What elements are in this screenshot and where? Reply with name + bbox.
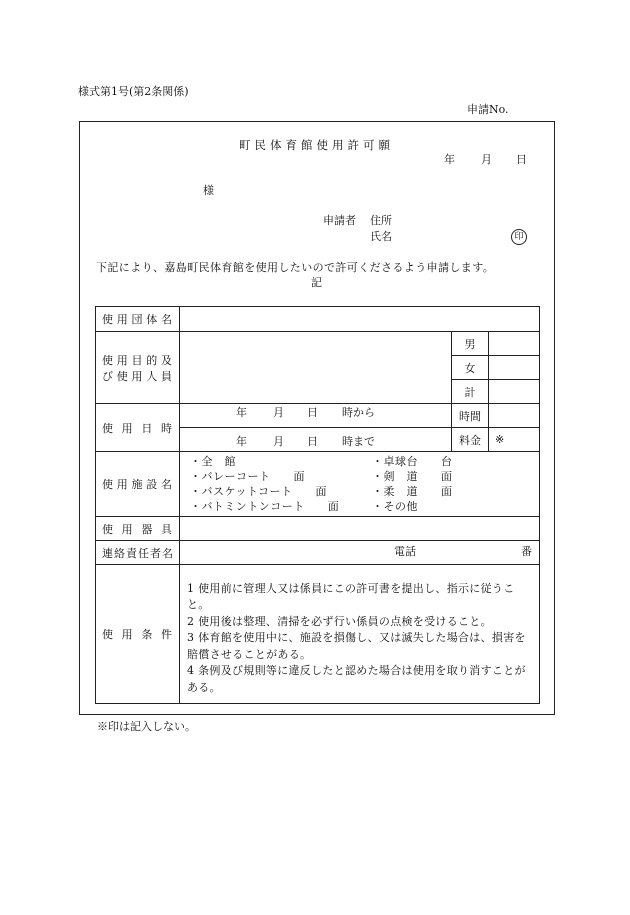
condition-item-3: [187, 630, 533, 663]
application-number-label: 申請No.: [467, 103, 509, 116]
address-label: 住所: [370, 214, 392, 227]
condition-text: 使用後は整理、清掃を必ず行い係員の点検を受けること。: [198, 614, 492, 628]
row-equipment: [96, 517, 540, 541]
conditions-label: 使用条件: [96, 565, 180, 704]
row-group-name: [96, 307, 540, 332]
form-number: 様式第1号(第2条関係): [78, 85, 189, 98]
row-conditions: [96, 565, 540, 704]
equipment-field[interactable]: [180, 517, 540, 541]
facility-option-volleyball[interactable]: ・バレーコート 面: [190, 470, 305, 483]
form-title: 町民体育館使用許可願: [239, 138, 394, 152]
condition-item-4: [187, 663, 533, 696]
condition-text: 体育館を使用中に、施設を損傷し、又は滅失した場合は、損害を賠償させることがある。: [187, 631, 526, 661]
condition-number: 1: [187, 581, 195, 595]
row-datetime-from: [96, 404, 540, 428]
to-month: 月: [273, 435, 284, 448]
facility-field: [180, 452, 540, 517]
date-day: 日: [516, 153, 527, 166]
condition-text: 条例及び規則等に違反したと認めた場合は使用を取り消すことがある。: [187, 664, 526, 694]
condition-number: 4: [187, 664, 195, 678]
name-label: 氏名: [370, 230, 392, 243]
hours-label: 時間: [452, 404, 489, 428]
purpose-label-line1: 使用目的及: [102, 353, 173, 367]
hours-field[interactable]: [489, 404, 540, 428]
facility-option-table-tennis[interactable]: ・卓球台 台: [372, 455, 453, 468]
application-table: [95, 306, 540, 704]
contact-label: 連絡責任者名: [96, 541, 180, 565]
fee-field: ※: [489, 428, 540, 452]
contact-field[interactable]: [180, 541, 540, 565]
to-year: 年: [236, 435, 247, 448]
facility-option-judo[interactable]: ・柔 道 面: [372, 485, 453, 498]
facility-option-kendo[interactable]: ・剣 道 面: [372, 470, 453, 483]
ki-heading: 記: [311, 276, 322, 289]
facility-option-whole-hall[interactable]: ・全 館: [190, 455, 236, 468]
purpose-label: [96, 332, 180, 404]
date-month: 月: [481, 153, 492, 166]
purpose-label-line2: び使用人員: [102, 369, 173, 383]
conditions-list: [180, 565, 540, 704]
facility-option-basketball[interactable]: ・バスケットコート 面: [190, 485, 328, 498]
facility-options: [180, 452, 539, 516]
from-day: 日: [307, 406, 318, 419]
from-year: 年: [236, 406, 247, 419]
male-count-field[interactable]: [489, 332, 540, 356]
datetime-label: 使用日時: [96, 404, 180, 452]
to-hour: 時まで: [342, 435, 375, 448]
row-facility: [96, 452, 540, 517]
phone-suffix: 番: [521, 545, 533, 558]
facility-option-other[interactable]: ・その他: [372, 500, 418, 513]
footnote: ※印は記入しない。: [97, 720, 196, 733]
to-day: 日: [307, 435, 318, 448]
intro-text: 下記により、嘉島町民体育館を使用したいので許可くださるよう申請します。: [96, 261, 495, 274]
equipment-label: 使用器具: [96, 517, 180, 541]
group-name-label: 使用団体名: [96, 307, 180, 332]
addressee-suffix: 様: [203, 184, 214, 197]
male-label: 男: [452, 332, 489, 356]
facility-label: 使用施設名: [96, 452, 180, 517]
datetime-to-field[interactable]: [180, 428, 452, 452]
female-label: 女: [452, 356, 489, 380]
purpose-field[interactable]: [180, 332, 452, 404]
condition-number: 3: [187, 631, 195, 645]
female-count-field[interactable]: [489, 356, 540, 380]
datetime-from-field[interactable]: [180, 404, 452, 428]
total-count-field[interactable]: [489, 380, 540, 404]
date-year: 年: [444, 153, 455, 166]
fee-label: 料金: [452, 428, 489, 452]
facility-option-badminton[interactable]: ・バトミントンコート 面: [190, 500, 340, 513]
applicant-label: 申請者: [323, 214, 356, 227]
from-month: 月: [273, 406, 284, 419]
condition-item-2: [187, 614, 533, 631]
condition-number: 2: [187, 614, 195, 628]
condition-text: 使用前に管理人又は係員にこの許可書を提出し、指示に従うこと。: [187, 581, 515, 612]
row-purpose-male: [96, 332, 540, 356]
group-name-field[interactable]: [180, 307, 540, 332]
seal-mark: 印: [511, 229, 527, 245]
row-contact: [96, 541, 540, 565]
phone-label: 電話: [394, 545, 416, 558]
from-hour: 時から: [342, 406, 375, 419]
total-label: 計: [452, 380, 489, 404]
condition-item-1: [187, 581, 533, 614]
